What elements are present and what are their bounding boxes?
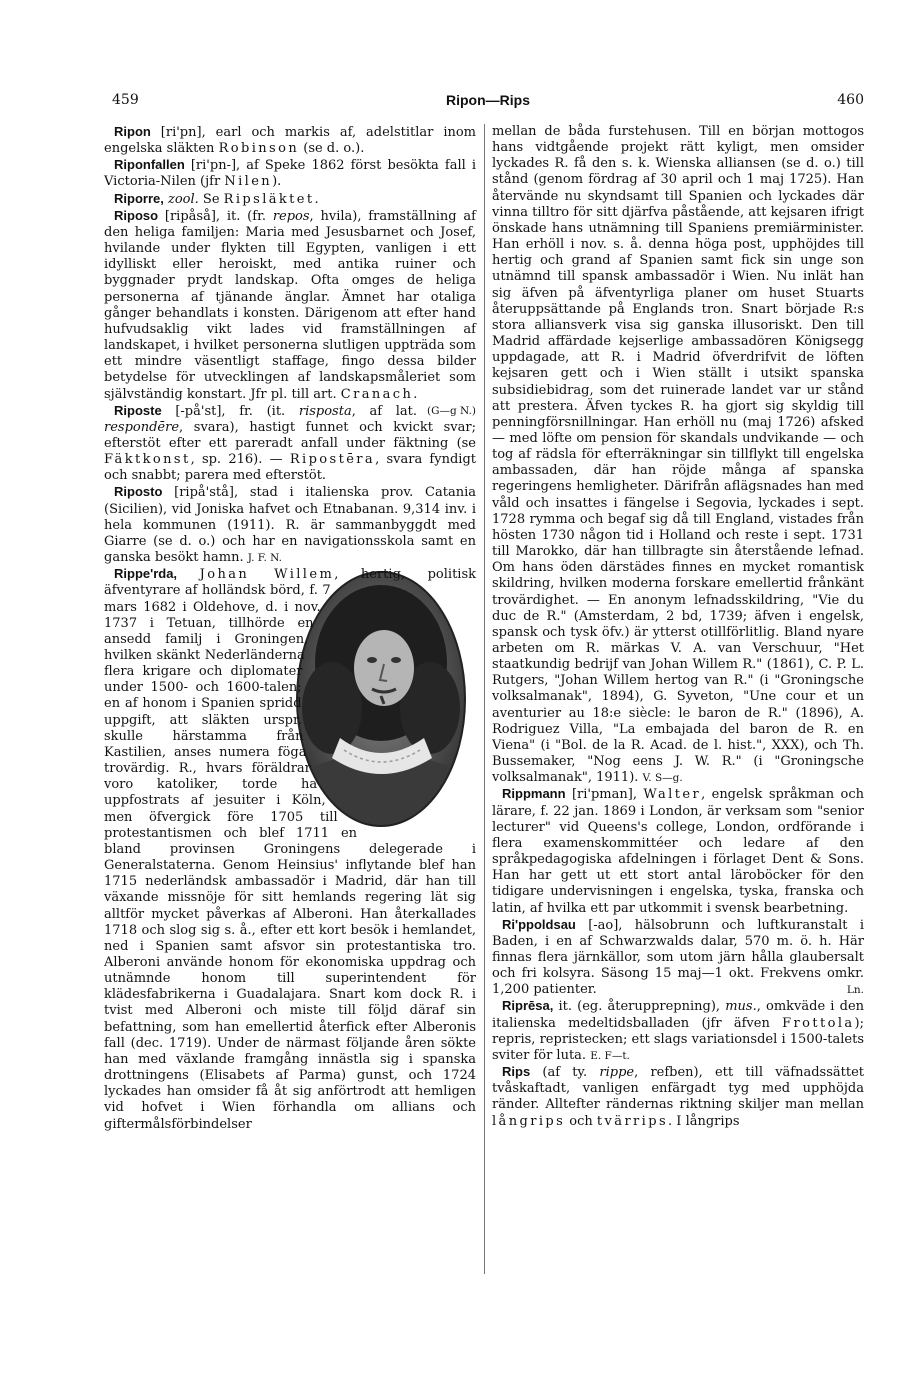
running-title: Ripon—Rips <box>446 92 530 108</box>
entry-rippoldsau: Ri'ppoldsau [-ao], hälsobrunn och luftkuranstalt i Baden, i en af Schwarzwalds dalar, 570 m. ö. h. Här finnas flera järnkällor, som utom järn hålla glaubersalt och fri kolsyra. Säsong 15 maj—1 okt. Frekvens omkr. 1,200 patienter. Ln. <box>492 916 864 998</box>
author-signature: V. S—g. <box>642 772 683 785</box>
column-divider <box>484 124 485 1274</box>
cross-reference: Fäktkonst <box>104 452 191 468</box>
cross-reference: Nilen <box>224 174 273 190</box>
entry-ripon: Ripon [ri'pn], earl och markis af, adelstitlar inom engelska släkten Robinson (se d. o.). <box>104 124 476 157</box>
author-signature: (G—g N.) <box>427 404 476 417</box>
entry-ripperda: Rippe'rda, Johan Willem , hertig, politisk äfventyrare af holländsk börd, f. 7 mars 1682 i Oldehove, d. i nov. 1737 i Tetuan, tillhörde en ansedd familj i Groningen, hvilken skänkt Nederländerna flera krigare och diplomater under 1500- och 1600-talen; en af honom i Spanien spridd uppgift, att släkten urspr. skulle härstamma från Kastilien, anses numera föga trovärdig. R., hvars föräldrar voro katoliker, torde ha uppfostrats af jesuiter i Köln, men öfvergick före 1705 till protestantismen och blef 1711 en bland provinsen Groningens delegerade i Generalstaterna. Genom Heinsius' inflytande blef han 1715 nederländsk ambassadör i Madrid, där han till växande missnöje för sitt hemlands regering lät sig alltför mycket påverkas af Alberoni. Han återkallades 1718 och slog sig s. å., efter ett kort besök i hemlandet, ned i Spanien samt afsvor sin protestantiska tro. Alberoni använde honom för ekonomiska uppdrag och utnämnde honom till superintendent för klädesfabrikerna i Guadalajara. Snart kom dock R. i tvist med Alberoni och miste till följd däraf sin befattning, som han emellertid återfick efter Alberonis fall (dec. 1719). Under de närmast följande åren sökte han med växlande framgång innästla sig i spanska drottningens (Elisabets af Parma) gunst, och 1724 lyckades han omsider få åt sig anförtrodt att hemligen vid hofvet i Wien förhandla om allians och giftermålsförbindelser <box>104 566 476 1132</box>
cross-reference: långrips <box>492 1113 566 1129</box>
page-number-left: 459 <box>112 92 139 108</box>
headword: Ripon <box>114 124 151 139</box>
left-column <box>104 124 476 1133</box>
person-name: Walter <box>643 787 702 803</box>
entry-riponfallen: Riponfallen [ri'pn-], af Speke 1862 först besökta fall i Victoria-Nilen (jfr Nilen). <box>104 157 476 190</box>
cross-reference: Ripsläktet <box>223 191 315 207</box>
headword: Riporre, <box>114 190 164 206</box>
entry-riposte: Riposte [-på'st], fr. (it. risposta, af lat. respondēre, svara), hastigt funnet och kvickt svar; efterstöt efter ett pareradt anfall under fäktning (se Fäktkonst, sp. 216). — Ripostēra, svara fyndigt och snabbt; parera med efterstöt. <box>104 402 476 484</box>
person-name: Johan Willem <box>199 567 335 583</box>
headword: Riponfallen <box>114 157 185 173</box>
page-number-right: 460 <box>837 92 864 108</box>
entry-riporre: Riporre, zool. Se Ripsläktet. <box>114 190 319 207</box>
cross-reference: Ripostēra <box>289 452 376 468</box>
entry-rips: Rips (af ty. rippe, refben), ett till väfnadssättet tvåskaftadt, vanligen enfärgadt tyg med upphöjda ränder. Alltefter rändernas riktning skiljer man mellan långrips och tvärrips. I långrips <box>492 1064 864 1129</box>
headword: Riposte <box>114 402 162 418</box>
cross-reference: Cranach <box>340 386 414 402</box>
entry-ripperda-continued: mellan de båda furstehusen. Till en början mottogos hans vidtgående projekt rätt kyligt, men omsider lyckades R. få den s. k. Wienska alliansen (se d. o.) till stånd (genom fördrag af 30 april och 1 maj 1725). Han återvände nu skyndsamt till Spanien och lyckades där vinna tilltro för sitt djärfva påstående, att kejsaren ifrigt önskade hans utnämning till Spaniens premiärminister. Han erhöll i nov. s. å. denna höga post, upphöjdes till hertig och grand af Spanien samt fick sin unge son utnämnd till spansk ambassadör i Wien. Nu inlät han sig äfven på äfventyrliga planer om huset Stuarts återuppsättande på Englands tron. Snart började R:s stora alliansverk visa sig ganska illusoriskt. Den till Madrid affärdade kejserlige ambassadören Königsegg uppdagade, att R. i Madrid öfverdrifvit de löften kejsaren gett och i Wien ställt i utsikt spanska subsidiebidrag, som det ruinerade landet var ur stånd att prestera. Äfven tyckes R. ha gjort sig skyldig till penningförsnillningar. Han erhöll nu (maj 1726) afsked — med löfte om pension för skandals undvikande — och tog af rädsla för efterräkningar sin tillflykt till engelska ambassaden, där han röjde många af spanska regeringens hemligheter. Därifrån aflägsnades han med våld och insattes i fängelse i Segovia, lyckades i sept. 1728 rymma och begaf sig då till England, vistades från hösten 1730 någon tid i Holland och reste i sept. 1731 till Marokko, där han tillbragte sin återstående lefnad. Om hans öden därstädes finnes en mycket romantisk skildring, hvilken moderna forskare emellertid frånkänt trovärdighet. — En anonym lefnadsskildring, "Vie du duc de R." (Amsterdam, 2 bd, 1739; äfven i engelsk, spansk och tysk öfv.) är ytterst otillförlitlig. Bland nyare arbeten om R. märkas V. A. van Verschuur, "Het staatkundig bedrijf van Johan Willem R." (1861), C. P. L. Rutgers, "Johan Willem hertog van R." (i "Groningsche volksalmanak", 1894), G. Syveton, "Une cour et un aventurier au 18:e siècle: le baron de R." (1896), A. Rodriguez Villa, "La embajada del baron de R. en Viena" (i "Bol. de la R. Acad. de l. hist.", XXX), och Th. Bussemaker, "Nog eens J. W. R." (i "Groningsche volksalmanak", 1911). V. S—g. <box>492 124 864 786</box>
entry-riposto: Riposto [ripå'stå], stad i italienska prov. Catania (Sicilien), vid Joniska hafvet och Etnabanan. 9,314 inv. i hela kommunen (1911). R. är sammanbyggdt med Giarre (se d. o.) och har en navigationsskola samt en ganska besökt hamn. J. F. N. <box>104 484 476 566</box>
headword: Riprēsa, <box>502 998 554 1014</box>
headword: Riposto <box>114 484 163 500</box>
entry-rippmann: Rippmann [ri'pman], Walter, engelsk språkman och lärare, f. 22 jan. 1869 i London, är verksam som "senior lecturer" vid Queens's college, London, ordförande i flera examenskommittéer och ledare af den språkpedagogiska afdelningen i förlaget Dent & Sons. Han har gett ut ett stort antal läroböcker för den tidigare undervisningen i engelska, tyska, franska och latin, af hvilka ett par utkommit i svensk bearbetning. <box>492 786 864 916</box>
entry-ripresa: Riprēsa, it. (eg. återupprepning), mus., omkväde i den italienska medeltidsballaden (jfr äfven Frottola); repris, repristecken; ett slags variationsdel i 1500-talets sviter för luta. E. F—t. <box>492 998 865 1063</box>
cross-reference: tvärrips <box>596 1113 669 1129</box>
headword: Ri'ppoldsau <box>502 916 576 932</box>
right-column <box>492 124 864 1130</box>
entry-riposo: Riposo [ripåså], it. (fr. repos, hvila), framställning af den heliga familjen: Maria med Jesusbarnet och Josef, hvilande under flykten till Egypten, vanligen i ett idylliskt eller heroiskt, med antika ruiner och byggnader prydt landskap. Ofta omges de heliga personerna af tjänande änglar. Ämnet har otaliga gånger behandlats i konsten. Därigenom att efter hand hufvudsaklig vikt lades vid framställningen af landskapet, i hvilket personerna slutligen uppträda som ett mindre väsentligt staffage, fingo dessa bilder betydelse för utvecklingen af landskapsmåleriet som självständig konstart. Jfr pl. till art. Cranach. (G—g N.) <box>104 208 476 403</box>
page-header <box>112 92 864 114</box>
author-signature: J. F. N. <box>247 552 282 565</box>
headword: Rippmann <box>502 786 566 802</box>
author-signature: Ln. <box>846 984 864 997</box>
headword: Rips <box>502 1064 531 1080</box>
headword: Rippe'rda, <box>114 566 178 582</box>
cross-reference: Frottola <box>782 1015 855 1031</box>
headword: Riposo <box>114 207 159 223</box>
author-signature: E. F—t. <box>590 1049 630 1062</box>
cross-reference: Robinson <box>218 141 300 157</box>
